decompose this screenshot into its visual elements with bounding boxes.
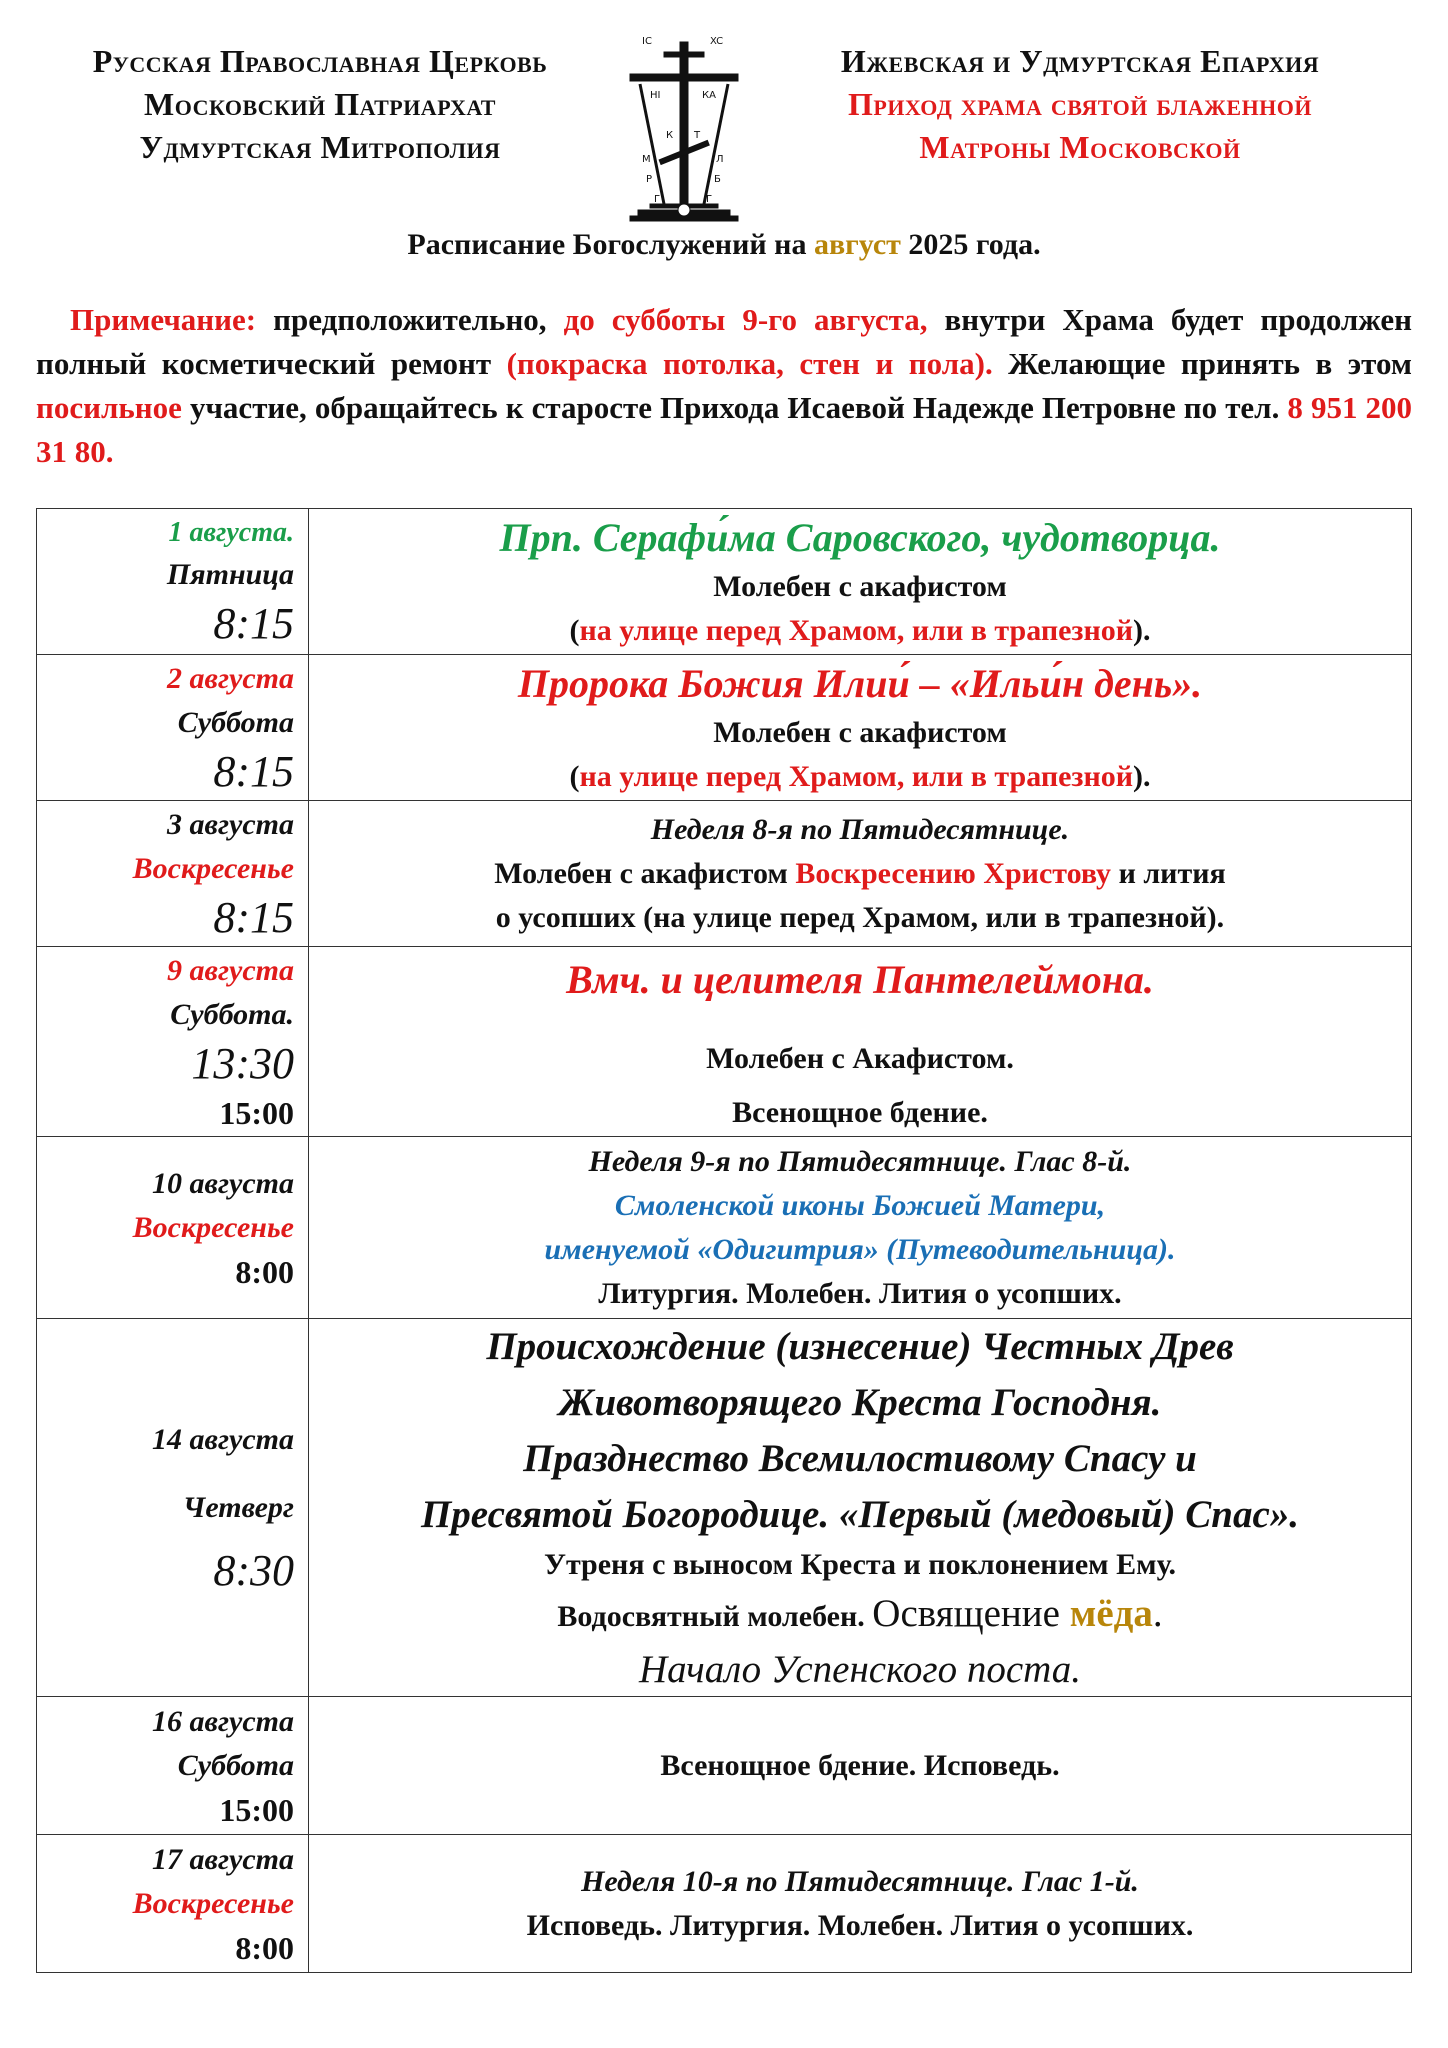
- row-day: Четверг: [182, 1490, 294, 1524]
- cross-letter-xc: XC: [710, 36, 724, 47]
- header-church: Русская Православная Церковь: [92, 43, 548, 79]
- row-time: 8:00: [235, 1253, 294, 1290]
- row-date: 2 августа: [167, 661, 294, 695]
- title-after: 2025 года.: [900, 228, 1041, 261]
- date-cell: [37, 801, 309, 947]
- service-line: Всенощное бдение.: [732, 1096, 988, 1129]
- row-date: 3 августа: [167, 807, 294, 841]
- row-time: 15:00: [219, 1791, 294, 1828]
- service-line: о усопших (на улице перед Храмом, или в трапезной).: [495, 900, 1225, 934]
- service-line: Исповедь. Литургия. Молебен. Лития о усопших.: [526, 1908, 1194, 1942]
- service-line: [309, 609, 1411, 653]
- sunday-heading: Неделя 8-я по Пятидесятнице.: [650, 812, 1070, 846]
- fast-start-line: Начало Успенского поста.: [638, 1648, 1082, 1691]
- feast-title: Вмч. и целителя Пантелеймона.: [566, 957, 1154, 1002]
- header-left: [40, 40, 600, 169]
- service-line: Утреня с выносом Креста и поклонением Ему.: [543, 1548, 1177, 1581]
- location-text: на улице перед Храмом, или в трапезной: [579, 613, 1134, 647]
- paren-close: ).: [1133, 759, 1151, 793]
- service-line: [309, 1587, 1411, 1644]
- date-cell: [37, 947, 309, 1137]
- date-cell: [37, 1697, 309, 1835]
- note-red-3: посильное: [36, 390, 182, 425]
- service-cell: [309, 1137, 1412, 1319]
- table-row: [37, 1137, 1412, 1319]
- header-parish: Приход храма святой блаженной: [847, 86, 1313, 122]
- cross-letter-ni: НІ: [650, 90, 661, 101]
- header-parish-name: Матроны Московской: [919, 129, 1241, 165]
- cross-letter-t: Т: [694, 130, 701, 141]
- cross-letter-g2: Г: [706, 194, 713, 205]
- page-title: [0, 228, 1448, 262]
- table-row: [37, 1319, 1412, 1697]
- feast-title: Прп. Серафи́ма Саровского, чудотворца.: [499, 514, 1221, 560]
- paren-close: ).: [1133, 613, 1151, 647]
- service-cell: [309, 1319, 1412, 1697]
- table-row: [37, 1697, 1412, 1835]
- service-cell: [309, 655, 1412, 801]
- honey-text: мёда: [1069, 1592, 1153, 1635]
- service-text: и лития: [1111, 856, 1226, 890]
- orthodox-cross-icon: [628, 34, 740, 222]
- service-cell: [309, 1697, 1412, 1835]
- date-cell: [37, 1835, 309, 1973]
- date-cell: [37, 1137, 309, 1319]
- feast-line: Празднество Всемилостивому Спасу и: [523, 1437, 1197, 1480]
- row-time: 8:15: [213, 892, 294, 942]
- paren-open: (: [569, 759, 580, 793]
- row-day: Воскресенье: [132, 851, 294, 885]
- row-day: Суббота: [177, 1748, 294, 1782]
- row-day: Суббота.: [170, 997, 294, 1031]
- cross-letter-ic: IC: [642, 36, 652, 47]
- header-metropolis: Удмуртская Митрополия: [139, 129, 501, 165]
- row-day: Воскресенье: [132, 1886, 294, 1920]
- service-red-text: Воскресению Христову: [795, 856, 1112, 890]
- service-cell: [309, 509, 1412, 655]
- cross-letter-ka: КА: [702, 90, 716, 101]
- schedule-table: [36, 508, 1412, 1973]
- service-cell: [309, 801, 1412, 947]
- row-date: 10 августа: [152, 1166, 294, 1200]
- sunday-heading: Неделя 9-я по Пятидесятнице. Глас 8-й.: [588, 1144, 1132, 1178]
- note-red-2: (покраска потолка, стен и пола).: [506, 346, 993, 381]
- table-row: [37, 655, 1412, 801]
- note-text-1: предположительно,: [256, 302, 564, 337]
- date-cell: [37, 655, 309, 801]
- feast-line: Происхождение (изнесение) Честных Древ: [486, 1325, 1234, 1368]
- service-line: Молебен с акафистом: [713, 715, 1007, 749]
- service-text: Водосвятный молебен.: [557, 1600, 873, 1633]
- date-cell: [37, 1319, 309, 1697]
- feast-line: Пресвятой Богородице. «Первый (медовый) Спас».: [420, 1493, 1300, 1536]
- cross-letter-g1: Г: [654, 194, 661, 205]
- row-time-2: 15:00: [219, 1094, 294, 1131]
- service-line: [309, 852, 1411, 896]
- note-paragraph: [36, 298, 1412, 474]
- service-line: Всенощное бдение. Исповедь.: [660, 1748, 1060, 1782]
- service-line: [309, 755, 1411, 799]
- icon-feast-line: Смоленской иконы Божией Матери,: [614, 1188, 1106, 1222]
- icon-feast-line: именуемой «Одигитрия» (Путеводительница).: [544, 1232, 1176, 1266]
- service-text: Молебен с акафистом: [494, 856, 796, 890]
- note-text-3: Желающие принять в этом: [992, 346, 1412, 381]
- blessing-text: Освящение: [872, 1592, 1070, 1635]
- period: .: [1152, 1592, 1163, 1635]
- service-cell: [309, 1835, 1412, 1973]
- row-time: 8:00: [235, 1929, 294, 1966]
- row-time: 8:15: [213, 746, 294, 796]
- page-header: [0, 34, 1448, 224]
- header-patriarchate: Московский Патриархат: [144, 86, 496, 122]
- cross-letter-m: М: [642, 154, 651, 165]
- cross-letter-b: Б: [714, 174, 721, 185]
- note-label: Примечание:: [70, 302, 257, 337]
- feast-line: Животворящего Креста Господня.: [558, 1381, 1162, 1424]
- table-row: [37, 801, 1412, 947]
- location-text: на улице перед Храмом, или в трапезной: [579, 759, 1134, 793]
- note-text-2: внутри Храма будет продолжен полный косметический ремонт: [36, 302, 1412, 381]
- service-line: Литургия. Молебен. Лития о усопших.: [598, 1276, 1122, 1310]
- row-date: 16 августа: [152, 1704, 294, 1738]
- title-before: Расписание Богослужений на: [407, 228, 814, 261]
- note-text-4: участие, обращайтесь к старосте Прихода Исаевой Надежде Петровне по тел.: [181, 390, 1288, 425]
- row-date: 14 августа: [152, 1422, 294, 1456]
- row-time: 8:30: [213, 1545, 294, 1595]
- paren-open: (: [569, 613, 580, 647]
- table-row: [37, 509, 1412, 655]
- table-row: [37, 1835, 1412, 1973]
- row-day: Суббота: [177, 705, 294, 739]
- row-day: Пятница: [166, 557, 294, 591]
- table-row: [37, 947, 1412, 1137]
- row-date: 9 августа: [167, 953, 294, 987]
- row-date: 1 августа.: [168, 516, 294, 548]
- service-cell: [309, 947, 1412, 1137]
- row-day: Воскресенье: [132, 1210, 294, 1244]
- sunday-heading: Неделя 10-я по Пятидесятнице. Глас 1-й.: [581, 1864, 1139, 1898]
- header-right: [770, 40, 1390, 169]
- row-time: 8:15: [213, 598, 294, 648]
- title-month: август: [813, 228, 901, 261]
- cross-letter-l: Л: [716, 154, 724, 165]
- date-cell: [37, 509, 309, 655]
- row-time-1: 13:30: [191, 1038, 294, 1088]
- service-line: Молебен с Акафистом.: [706, 1042, 1014, 1075]
- row-date: 17 августа: [152, 1842, 294, 1876]
- header-eparchy: Ижевская и Удмуртская Епархия: [840, 43, 1320, 79]
- cross-letter-r: Р: [646, 174, 653, 185]
- cross-letter-k: К: [666, 130, 674, 141]
- service-line: Молебен с акафистом: [713, 569, 1007, 603]
- note-red-1: до субботы 9-го августа,: [563, 302, 928, 337]
- note-phone: 8 951 200 31 80.: [36, 390, 1413, 469]
- feast-title: Пророка Божия Илии́ – «Ильи́н день».: [517, 660, 1203, 706]
